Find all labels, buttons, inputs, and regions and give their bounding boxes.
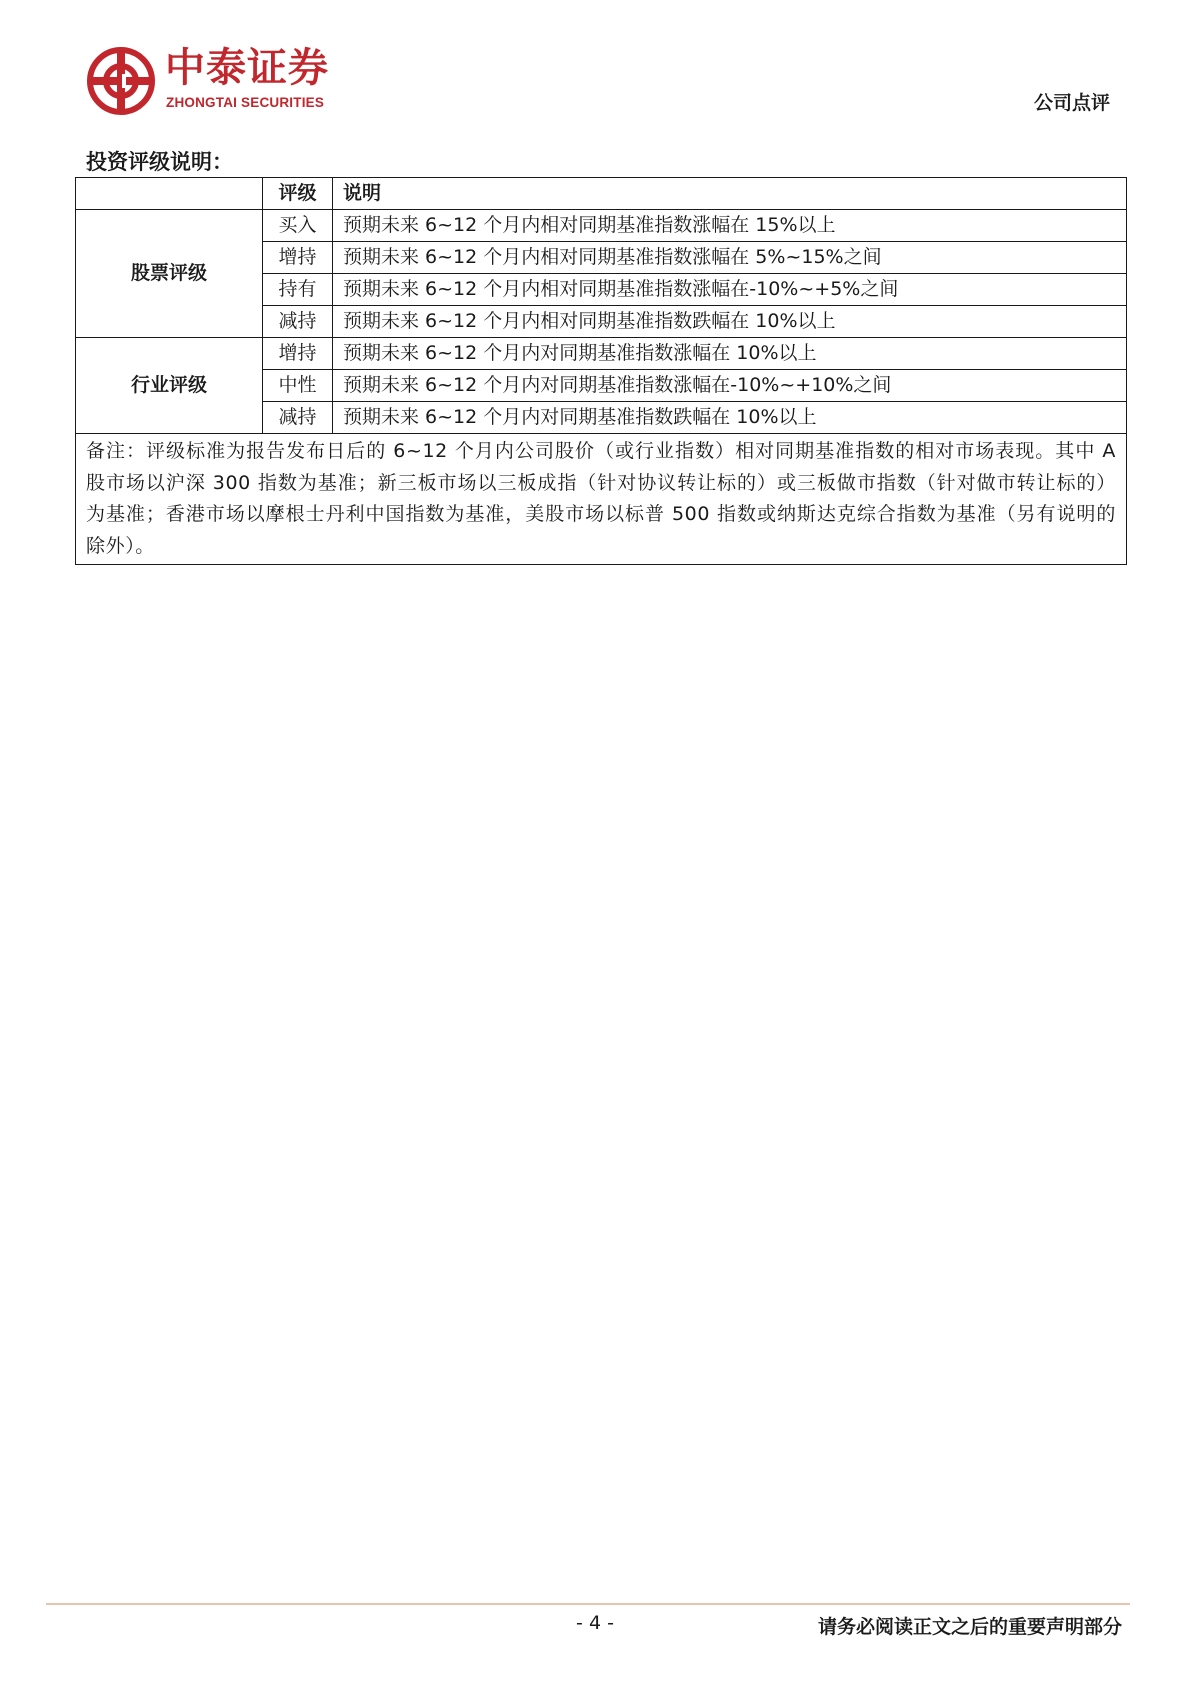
rating-level: 减持 <box>263 306 333 338</box>
page-number: - 4 - <box>576 1612 614 1634</box>
rating-level: 中性 <box>263 370 333 402</box>
brand-name-en: ZHONGTAI SECURITIES <box>166 95 325 110</box>
rating-table <box>75 177 1127 565</box>
header-desc: 说明 <box>333 178 1127 210</box>
rating-desc: 预期未来 6~12 个月内对同期基准指数涨幅在 10%以上 <box>333 338 1127 370</box>
table-row <box>76 210 1127 242</box>
report-type: 公司点评 <box>1033 92 1110 114</box>
rating-note: 备注：评级标准为报告发布日后的 6~12 个月内公司股价（或行业指数）相对同期基准指数的相对市场表现。其中 A 股市场以沪深 300 指数为基准；新三板市场以三板成指（针对协议转让标的）或三板做市指数（针对做市转让标的）为基准；香港市场以摩根士丹利中国指数为基准，美股市场以标普 500 指数或纳斯达克综合指数为基准（另有说明的除外）。 <box>76 434 1127 565</box>
zhongtai-logo-icon <box>86 46 156 116</box>
rating-level: 买入 <box>263 210 333 242</box>
header-level: 评级 <box>263 178 333 210</box>
rating-desc: 预期未来 6~12 个月内相对同期基准指数涨幅在-10%~+5%之间 <box>333 274 1127 306</box>
table-header-row <box>76 178 1127 210</box>
rating-level: 减持 <box>263 402 333 434</box>
brand-name-cn: 中泰证券 <box>165 45 329 91</box>
rating-desc: 预期未来 6~12 个月内对同期基准指数涨幅在-10%~+10%之间 <box>333 370 1127 402</box>
rating-desc: 预期未来 6~12 个月内相对同期基准指数涨幅在 15%以上 <box>333 210 1127 242</box>
rating-level: 持有 <box>263 274 333 306</box>
footer-divider <box>46 1603 1130 1605</box>
rating-level: 增持 <box>263 242 333 274</box>
stock-rating-group: 股票评级 <box>76 210 263 338</box>
industry-rating-group: 行业评级 <box>76 338 263 434</box>
rating-desc: 预期未来 6~12 个月内相对同期基准指数跌幅在 10%以上 <box>333 306 1127 338</box>
rating-desc: 预期未来 6~12 个月内对同期基准指数跌幅在 10%以上 <box>333 402 1127 434</box>
header-empty-cell <box>76 178 263 210</box>
rating-level: 增持 <box>263 338 333 370</box>
footer-disclaimer: 请务必阅读正文之后的重要声明部分 <box>817 1616 1122 1638</box>
rating-desc: 预期未来 6~12 个月内相对同期基准指数涨幅在 5%~15%之间 <box>333 242 1127 274</box>
table-row <box>76 338 1127 370</box>
table-note-row <box>76 434 1127 565</box>
section-title: 投资评级说明： <box>86 149 233 174</box>
